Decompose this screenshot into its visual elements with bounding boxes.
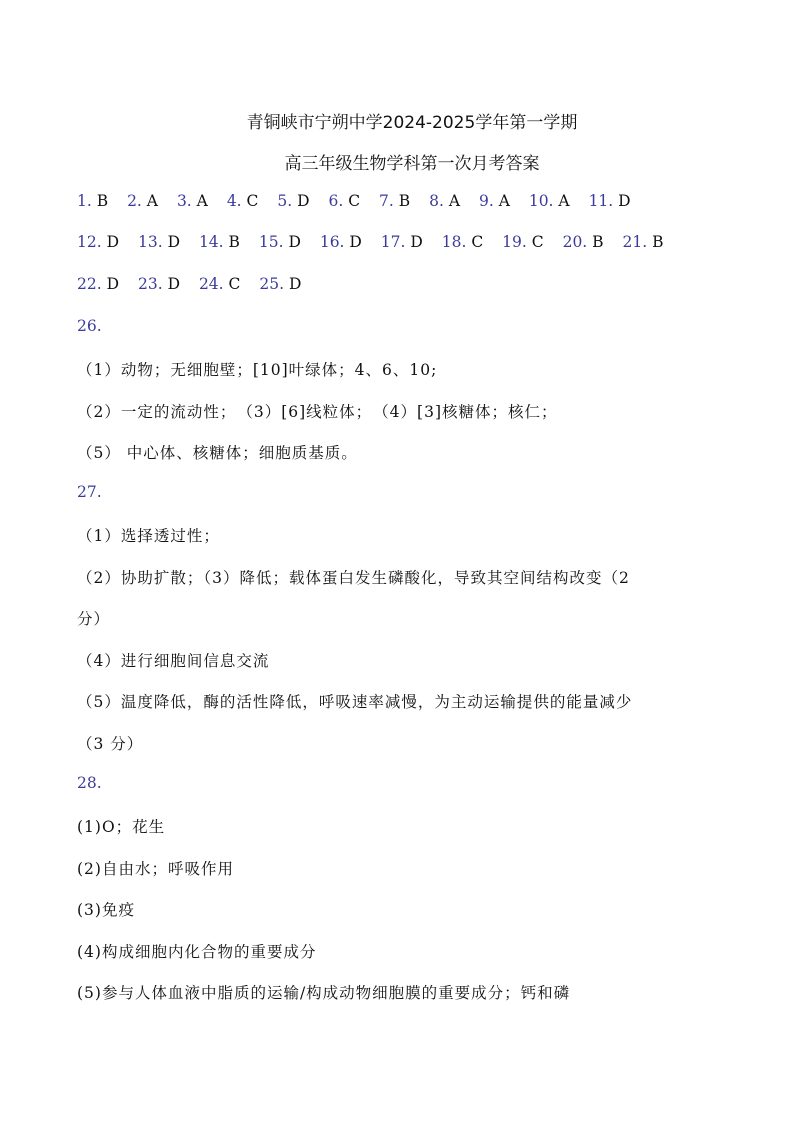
q26-answer-2: （2）一定的流动性； （3）[6]线粒体； （4）[3]核糖体；核仁； <box>77 403 558 421</box>
mc-item: 1. B <box>77 192 109 210</box>
mc-item: 5. D <box>277 192 310 210</box>
mc-item: 19. C <box>502 233 544 251</box>
q27-answer-5-cont: （3 分） <box>77 735 144 753</box>
mc-item: 25. D <box>259 275 302 293</box>
mc-item: 14. B <box>198 233 240 251</box>
mc-item: 23. D <box>137 275 180 293</box>
mc-item: 7. B <box>379 192 411 210</box>
q27-answer-5: （5）温度降低，酶的活性降低，呼吸速率减慢，为主动运输提供的能量减少 <box>77 693 633 711</box>
mc-item: 4. C <box>226 192 259 210</box>
mc-item: 11. D <box>588 192 631 210</box>
mc-item: 13. D <box>137 233 180 251</box>
q28-answer-3: (3)免疫 <box>77 901 135 919</box>
q26-answer-5: （5） 中心体、核糖体；细胞质基质。 <box>77 444 358 462</box>
mc-item: 21. B <box>622 233 664 251</box>
q28-answer-1: (1)O；花生 <box>77 818 166 836</box>
q28-answer-4: (4)构成细胞内化合物的重要成分 <box>77 943 317 961</box>
mc-item: 22. D <box>77 275 120 293</box>
question-27-number: 27. <box>77 483 102 501</box>
q28-answer-2: (2)自由水；呼吸作用 <box>77 860 234 878</box>
q27-answer-2: （2）协助扩散；（3）降低；载体蛋白发生磷酸化，导致其空间结构改变（2 <box>77 569 630 587</box>
mc-item: 6. C <box>328 192 361 210</box>
mc-item: 12. D <box>77 233 120 251</box>
exam-title: 高三年级生物学科第一次月考答案 <box>284 154 540 174</box>
mc-item: 2. A <box>127 192 158 210</box>
q27-answer-4: （4）进行细胞间信息交流 <box>77 652 270 670</box>
q27-answer-2-cont: 分） <box>77 610 111 628</box>
mc-row-1 <box>77 192 645 210</box>
mc-item: 10. A <box>528 192 570 210</box>
school-title: 青铜峡市宁朔中学2024-2025学年第一学期 <box>246 113 578 133</box>
mc-item: 24. C <box>198 275 241 293</box>
mc-item: 17. D <box>380 233 423 251</box>
question-26-number: 26. <box>77 317 102 335</box>
mc-item: 18. C <box>441 233 484 251</box>
q26-answer-1: （1）动物；无细胞壁；[10]叶绿体；4、6、10; <box>77 361 438 379</box>
q28-answer-5: (5)参与人体血液中脂质的运输/构成动物细胞膜的重要成分；钙和磷 <box>77 984 571 1002</box>
question-28-number: 28. <box>77 774 102 792</box>
mc-item: 8. A <box>429 192 461 210</box>
mc-item: 20. B <box>562 233 604 251</box>
mc-item: 3. A <box>176 192 208 210</box>
mc-item: 16. D <box>319 233 362 251</box>
mc-row-3 <box>77 275 315 293</box>
mc-row-2 <box>77 233 677 251</box>
mc-item: 15. D <box>258 233 301 251</box>
q27-answer-1: （1）选择透过性； <box>77 527 220 545</box>
mc-item: 9. A <box>478 192 510 210</box>
